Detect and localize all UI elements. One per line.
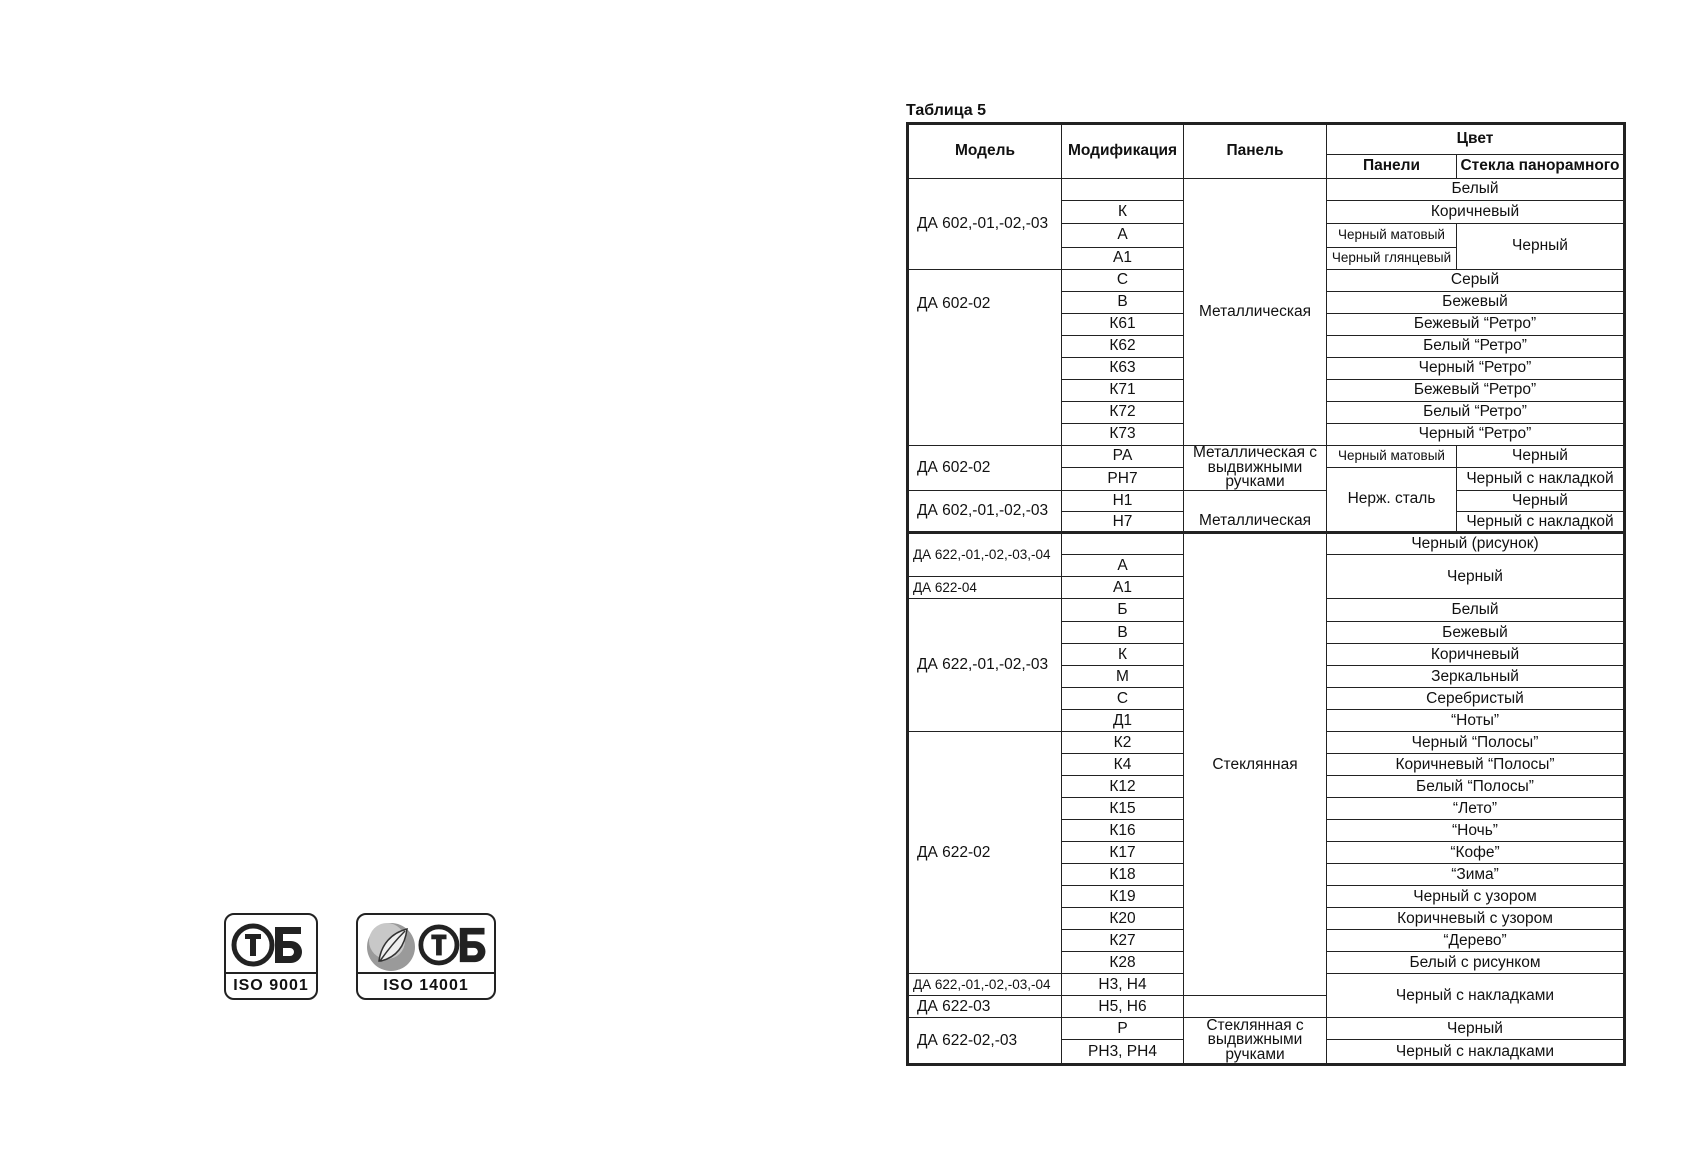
modification-cell: А	[1062, 555, 1184, 577]
modification-cell: РН7	[1062, 468, 1184, 491]
modification-cell: Д1	[1062, 710, 1184, 732]
modification-table	[906, 122, 1626, 1066]
iso-9001-logo	[224, 913, 318, 1000]
modification-cell: К28	[1062, 952, 1184, 974]
color-cell: “Ноты”	[1327, 710, 1625, 732]
modification-cell: Б	[1062, 599, 1184, 622]
model-cell: ДА 622-04	[908, 577, 1062, 599]
modification-cell: С	[1062, 270, 1184, 292]
modification-cell: К63	[1062, 358, 1184, 380]
modification-cell: Н3, Н4	[1062, 974, 1184, 996]
panel-cell: Металлическая	[1184, 179, 1327, 446]
color-cell: Коричневый	[1327, 644, 1625, 666]
leaf-icon	[363, 917, 419, 973]
model-cell: ДА 602,-01,-02,-03	[908, 491, 1062, 533]
model-cell: ДА 622,-01,-02,-03,-04	[908, 533, 1062, 577]
modification-cell: Н7	[1062, 512, 1184, 533]
color-cell: Бежевый	[1327, 622, 1625, 644]
modification-cell: К17	[1062, 842, 1184, 864]
panel-cell: Металлическая	[1184, 491, 1327, 533]
modification-cell: К	[1062, 201, 1184, 224]
header-color-glass: Стекла панорамного	[1457, 155, 1625, 179]
modification-cell: РН3, РН4	[1062, 1040, 1184, 1065]
color-cell: “Кофе”	[1327, 842, 1625, 864]
color-cell: Черный (рисунок)	[1327, 533, 1625, 555]
color-cell: Черный с накладками	[1327, 1040, 1625, 1065]
model-cell: ДА 622,-01,-02,-03	[908, 599, 1062, 732]
stb-mark-icon	[231, 917, 311, 972]
modification-cell: М	[1062, 666, 1184, 688]
glass-color-cell: Черный	[1457, 491, 1625, 512]
glass-color-cell: Черный	[1457, 446, 1625, 468]
modification-cell: К2	[1062, 732, 1184, 754]
color-cell: “Зима”	[1327, 864, 1625, 886]
modification-cell: С	[1062, 688, 1184, 710]
modification-cell: К16	[1062, 820, 1184, 842]
color-cell: Черный	[1327, 555, 1625, 599]
color-cell: Зеркальный	[1327, 666, 1625, 688]
table-caption: Таблица 5	[906, 102, 987, 119]
panel-color-cell: Черный матовый	[1327, 224, 1457, 248]
glass-color-cell: Черный	[1457, 224, 1625, 270]
iso-9001-label: ISO 9001	[226, 972, 316, 998]
color-cell: Белый “Ретро”	[1327, 402, 1625, 424]
panel-cell: Стеклянная с выдвижными ручками	[1184, 1018, 1327, 1065]
table-row	[908, 446, 1625, 468]
color-cell: Черный “Ретро”	[1327, 424, 1625, 446]
color-cell: Белый “Ретро”	[1327, 336, 1625, 358]
modification-cell: К12	[1062, 776, 1184, 798]
modification-cell: Н1	[1062, 491, 1184, 512]
modification-cell: К19	[1062, 886, 1184, 908]
panel-color-cell: Черный глянцевый	[1327, 248, 1457, 270]
model-cell: ДА 602,-01,-02,-03	[908, 179, 1062, 270]
model-cell: ДА 622-02,-03	[908, 1018, 1062, 1065]
iso-14001-label: ISO 14001	[358, 972, 494, 998]
color-cell: Серебристый	[1327, 688, 1625, 710]
color-cell: Коричневый “Полосы”	[1327, 754, 1625, 776]
color-cell: Бежевый “Ретро”	[1327, 314, 1625, 336]
modification-cell: РА	[1062, 446, 1184, 468]
modification-cell: В	[1062, 292, 1184, 314]
iso-14001-logo	[356, 913, 496, 1000]
modification-cell: К	[1062, 644, 1184, 666]
stb-mark-icon	[418, 917, 494, 972]
model-cell: ДА 602-02	[908, 270, 1062, 446]
header-color-panel: Панели	[1327, 155, 1457, 179]
header-modification: Модификация	[1062, 124, 1184, 179]
table-row	[908, 533, 1625, 555]
color-cell: “Лето”	[1327, 798, 1625, 820]
modification-cell: А1	[1062, 248, 1184, 270]
color-cell: Коричневый	[1327, 201, 1625, 224]
glass-color-cell: Черный с накладкой	[1457, 468, 1625, 491]
modification-cell: А1	[1062, 577, 1184, 599]
model-cell: ДА 622-03	[908, 996, 1062, 1018]
glass-color-cell: Черный с накладкой	[1457, 512, 1625, 533]
color-cell: Белый с рисунком	[1327, 952, 1625, 974]
modification-cell: А	[1062, 224, 1184, 248]
modification-cell: К18	[1062, 864, 1184, 886]
color-cell: Бежевый “Ретро”	[1327, 380, 1625, 402]
model-cell: ДА 602-02	[908, 446, 1062, 491]
color-cell: “Дерево”	[1327, 930, 1625, 952]
color-cell: Черный “Полосы”	[1327, 732, 1625, 754]
modification-cell: К72	[1062, 402, 1184, 424]
table-header-row	[908, 124, 1625, 155]
modification-cell: Н5, Н6	[1062, 996, 1184, 1018]
color-cell: Черный	[1327, 1018, 1625, 1040]
color-cell: Черный с узором	[1327, 886, 1625, 908]
modification-cell: К15	[1062, 798, 1184, 820]
modification-cell: К20	[1062, 908, 1184, 930]
color-cell: Белый	[1327, 179, 1625, 201]
color-cell: Черный “Ретро”	[1327, 358, 1625, 380]
table-row	[908, 491, 1625, 512]
modification-cell: К61	[1062, 314, 1184, 336]
color-cell: Коричневый с узором	[1327, 908, 1625, 930]
color-cell: Черный с накладками	[1327, 974, 1625, 1018]
header-model: Модель	[908, 124, 1062, 179]
table-row	[908, 179, 1625, 201]
color-cell: Бежевый	[1327, 292, 1625, 314]
color-cell: Белый “Полосы”	[1327, 776, 1625, 798]
header-panel: Панель	[1184, 124, 1327, 179]
model-cell: ДА 622,-01,-02,-03,-04	[908, 974, 1062, 996]
model-cell: ДА 622-02	[908, 732, 1062, 974]
modification-cell: К71	[1062, 380, 1184, 402]
modification-cell	[1062, 533, 1184, 555]
modification-cell: К73	[1062, 424, 1184, 446]
color-cell: Белый	[1327, 599, 1625, 622]
modification-cell: Р	[1062, 1018, 1184, 1040]
modification-cell: К4	[1062, 754, 1184, 776]
panel-cell: Стеклянная	[1184, 533, 1327, 996]
modification-cell	[1062, 179, 1184, 201]
color-cell: Серый	[1327, 270, 1625, 292]
panel-cell: Металлическая с выдвижными ручками	[1184, 446, 1327, 491]
modification-cell: В	[1062, 622, 1184, 644]
table-row	[908, 1018, 1625, 1040]
modification-cell: К62	[1062, 336, 1184, 358]
color-cell: “Ночь”	[1327, 820, 1625, 842]
modification-cell: К27	[1062, 930, 1184, 952]
panel-color-cell: Черный матовый	[1327, 446, 1457, 468]
header-color: Цвет	[1327, 124, 1625, 155]
panel-color-cell: Нерж. сталь	[1327, 468, 1457, 533]
